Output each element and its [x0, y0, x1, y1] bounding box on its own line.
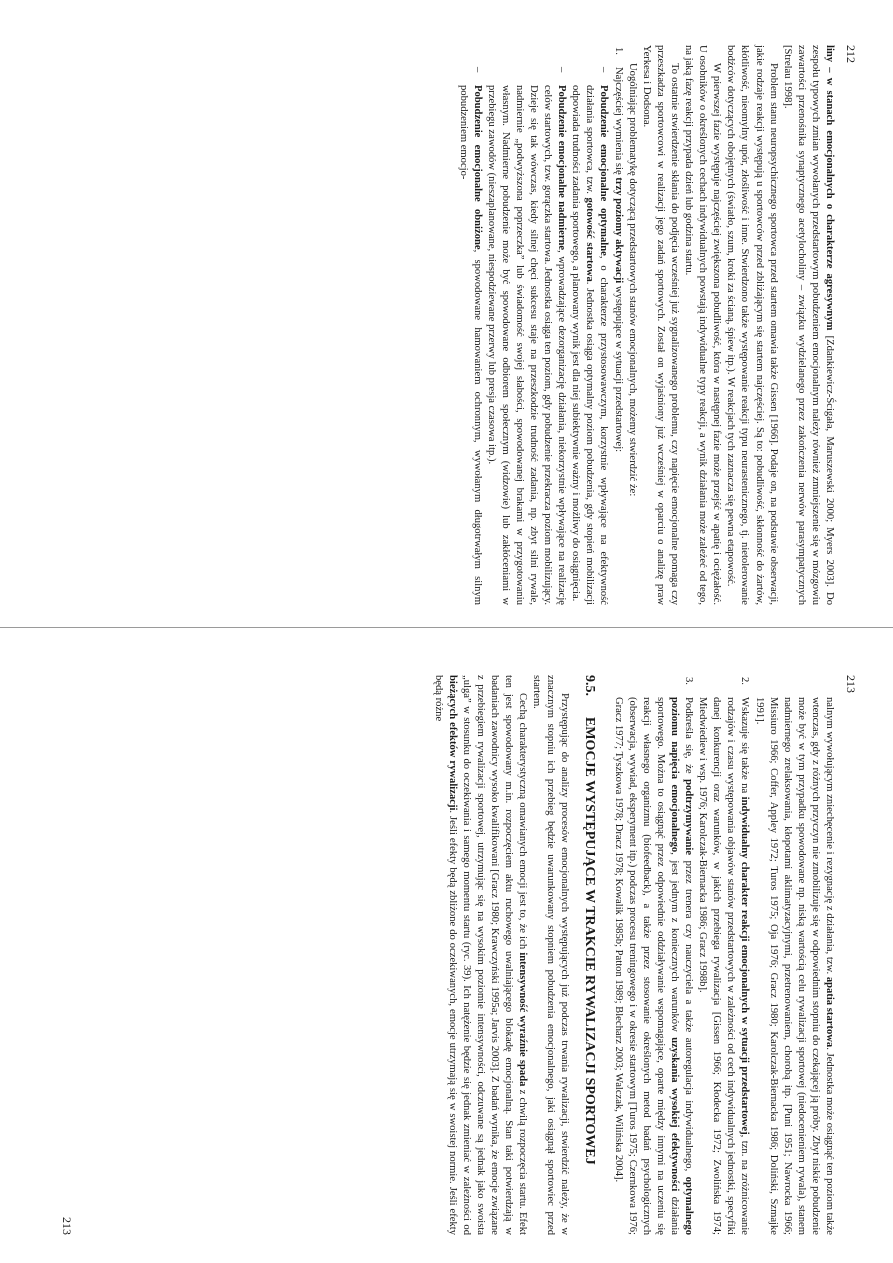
- cont-text: nalnym wywołującym zniechęcenie i rezygnację z działania, tzw.: [824, 697, 835, 977]
- para-text: . Jeśli efekty będą zbliżone do oczekiwanych, emocje utrzymają się w swoistej normie. Jeśli efekty będą różne: [432, 675, 458, 1235]
- cont-bold: apatia startowa: [824, 976, 835, 1048]
- dash-item-lowered: [455, 45, 483, 605]
- list-text: przez trenera czy nauczyciela a także autoregulacja indywidualnego,: [683, 855, 695, 1177]
- list-text: Wskazuje się także na: [739, 697, 751, 797]
- paragraph: To ostatnie stwierdzenie skłania do podjęcia wcześniej już sygnalizowanego problemu, czy napięcie emocjonalne pomaga czy przeszkadza sportowcowi w realizacji jego zadań sportowych. Został on wyjaśniony już wcześniej w oparciu o analizę praw Yerkesa i Dodsona.: [640, 45, 680, 605]
- list-text: działania sportowego. Można to osiągnąć przez odpowiednie oddziaływanie wspomagające, oparte między innymi na uczeniu się reakcji własnego organizmu (biofeedback), a także przez stosowanie określonych metod badań psychologicznych (obserwacja, wywiad, eksperyment itp.) podczas procesu treningowego i w okresie startowym [Turos 1975; Czernkowa 1976; Gracz 1977; Tyszkowa 1978; Dracz 1978; Kowalik 1985b; Patton 1989; Blecharz 2003; Walczak, Wilińska 2004].: [612, 697, 680, 1235]
- dash-text: , spowodowane hamowaniem ochronnym, wywołanym długotrwałym silnym pobudzeniem emocjo-: [457, 85, 483, 605]
- continuation-paragraph: [751, 675, 836, 1235]
- page-212: [68, 45, 858, 605]
- intro-paragraph: [780, 45, 836, 605]
- list-bold: uzyskania wysokiej efektywności: [668, 1037, 680, 1192]
- cont-text: . Jednostka może osiągnąć ten poziom także wtenczas, gdy z różnych przyczyn nie zmobilizuje się w odpowiednim stopniu do czekającej ją próby. Zbyt niskie pobudzenie może być w tym przypadku spowodowane np. niską wartością celu rywalizacji sportowej (niedocenieniem rywala), stanem nadmiernego zrelaksowania, kłopotami aklimatyzacyjnymi, przetrenowaniem, chorobą itp. [Puni 1951; Nawrocka 1966; Missiuro 1966; Coffer, Appley 1972; Turos 1975; Oja 1976; Gracz 1980; Karolczak-Biernacka 1986; Doliński, Szmajke 1991].: [753, 697, 835, 1236]
- list-marker: 3.: [683, 677, 695, 685]
- para-text: Cechą charakterystyczną omawianych emocji jest to, że ich: [517, 693, 529, 953]
- intro-bold: liny – w stanach emocjonalnych o charakterze agresywnym: [824, 45, 835, 331]
- list-text: , jest jednym z koniecznych warunków: [668, 852, 680, 1038]
- list-text: , tzn. na zróżnicowanie rodzajów i czasu występowania objawów stanów przedstartowych w zależności od cech indywidualnych jednostki, specyfiki danej konkurencji oraz warunków, w jakich przebiega rywalizacja [Gissen 1966; Kłodecka 1972; Zwolińska 1974; Miedwiediew i wsp. 1976; Karolczak-Biernacka 1986; Gracz 1998b].: [697, 697, 751, 1235]
- dash-bold: Pobudzenie emocjonalne nadmierne: [556, 85, 568, 251]
- page-number-footer: 213: [60, 1217, 75, 1235]
- list-marker: 1.: [612, 47, 624, 55]
- dash-bold: Pobudzenie emocjonalne obniżone: [471, 85, 483, 250]
- paragraph: Uogólniając problematykę dotyczącą przedstartowych stanów emocjonalnych, możemy stwierdzić że:: [626, 63, 638, 497]
- list-marker: 2.: [739, 677, 751, 685]
- list-bold: trzy poziomy aktywacji: [612, 177, 624, 284]
- list-text: Podkreśla się, że: [683, 697, 695, 780]
- section-heading: [582, 675, 599, 1235]
- section-number: 9.5.: [582, 675, 598, 696]
- dash-text: . Jednostka osiąga optymalny poziom pobudzenia, gdy stopień mobilizacji odpowiada trudności zadania sportowego, a planowany wynik jest dla niej subiektywnie ważny i możliwy do osiągnięcia.: [570, 85, 596, 605]
- list-bold: optymalnego poziomu napięcia emocjonalnego: [668, 697, 695, 1236]
- dash-bold: Pobudzenie emocjonalne optymalne: [598, 85, 610, 256]
- intro-text: [Zdankiewicz-Ścigała, Maruszewski 2000; Myers 2003]. Do zespołu typowych zmian wywołanych przedstartowym pobudzeniem emocjonalnym należy również zmniejszenie się w mózgowiu zawartości przenośnika synaptycznego acetylocholiny – związku wydzielanego przez zakończenia nerwów parasympatycznych [Strelau 1998].: [781, 45, 835, 606]
- list-bold: podtrzymywanie: [683, 779, 695, 856]
- paragraph: Przystępując do analizy procesów emocjonalnych występujących już podczas trwania rywalizacji, stwierdzić należy, że w znacznym stopniu ich przebieg będzie uwarunkowany stopniem pobudzenia emocjonalnego, jaki osiągnął sportowiec przed startem.: [531, 675, 571, 1235]
- paragraph: [431, 675, 530, 1235]
- page-213: [60, 675, 858, 1236]
- paragraph: W pierwszej fazie występuje najczęściej zwiększona pobudliwość, która w następnej fazie może przejść w apatię i ociężałość. U osobników o określonych cechach indywidualnych powstają indywidualne typy reakcji, a wynik działania może zależeć od tego, na jaką fazę reakcji przypada dzień lub godzina startu.: [683, 45, 723, 605]
- page-body: [455, 45, 836, 605]
- list-item-1: [611, 45, 625, 605]
- list-item-3: [611, 675, 696, 1235]
- page-body: [431, 675, 836, 1235]
- page-divider: [0, 627, 893, 628]
- dash-marker: –: [556, 67, 568, 73]
- para-bold: bieżących efektów rywalizacji: [446, 675, 458, 811]
- para-text: z chwilą rozpoczęcia startu. Efekt ten jest spowodowany m.in. rozpoczęciem aktu ruchowego uwalniającego blokadę emocjonalną. Stan taki potwierdzają w badaniach zawodnicy wysoko kwalifikowani [Gracz 1980; Krawczyński 1995a; Jarvis 2003]. Z badań wynika, że emocje związane z przebiegiem rywalizacji sportowej, utrzymując się na wysokim poziomie intensywności, odczuwane są jednak jako swoista „ulga” w stosunku do oczekiwania i samego momentu startu (ryc. 39). Ich natężenie będzie się jednak zmieniać w zależności od: [460, 675, 529, 1235]
- dash-item-optimal: [568, 45, 610, 605]
- page-number: 213: [844, 675, 858, 693]
- dash-text: , wprowadzające dezorganizację działania, niekorzystnie wpływające na realizację celów startowych, tzw. gorączka startowa. Jednostka osiąga ten poziom, gdy pobudzenie przekracza poziom mobilizujący. Dzieje się tak wówczas, kiedy silnej chęci sukcesu staje na przeszkodzie trudność zadania, np. zbyt silni rywale, nadmiernie „podwyższona poprzeczka” lub świadomość swojej słabości, spowodowanej brakami w przygotowaniu własnym. Nadmierne pobudzenie może być spowodowane odbiorem społecznym (widzowie) lub zakłóceniami w przebiegu zawodów (nieszaplanowane, niespodziewane przerwy lub presja czasowa itp.).: [485, 85, 568, 605]
- section-title: EMOCJE WYSTĘPUJĄCE W TRAKCIE RYWALIZACJI SPORTOWEJ: [582, 717, 598, 1165]
- paragraph: Problem stanu neuropsychicznego sportowca przed startem omawia także Gissen [1966]. Podaje on, na podstawie obserwacji, jakie rodzaje reakcji występują u sportowców przed zbliżającym się startem najczęściej. Są to: pobudliwość, skłonność do żartów, kłótliwość, nieomylny upór, złośliwość i inne. Stwierdzono także występowanie reakcji typu neurastenicznego, tj. nietolerowanie bodźców dotyczących obojętnych (światło, szum, kroki za ścianą, śpiew itp.). W reakcjach tych zaznacza się pewna etapowość.: [725, 45, 779, 605]
- list-item-2: [695, 675, 751, 1235]
- list-text: Najczęściej wymienia się: [612, 67, 624, 178]
- dash-marker: –: [471, 67, 483, 73]
- para-bold: intensywność wyraźnie spada: [517, 952, 529, 1087]
- dash-bold: gotowość startowa: [584, 197, 596, 282]
- list-text: występujące w sytuacji przedstartowej:: [612, 283, 624, 453]
- dash-marker: –: [598, 67, 610, 73]
- dash-text: , o charakterze przystosowawczym, korzystnie wpływające na efektywność działania sportowca, tzw.: [584, 85, 610, 605]
- page-number: 212: [844, 45, 858, 63]
- list-bold: indywidualny charakter reakcji emocjonalnych w sytuacji przedstartowej: [739, 796, 751, 1135]
- dash-item-excessive: [484, 45, 569, 605]
